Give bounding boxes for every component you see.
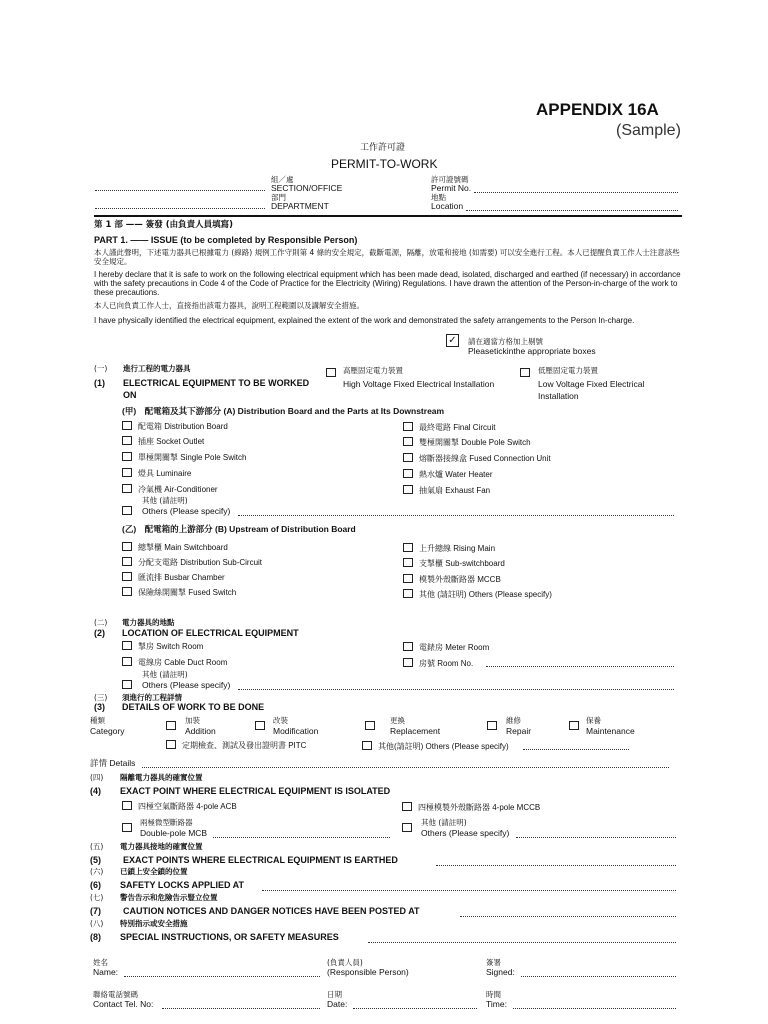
s1-number: (1) <box>94 378 105 388</box>
s1a-item[interactable] <box>403 469 493 479</box>
s8-field[interactable] <box>368 942 676 943</box>
s7-field[interactable] <box>460 916 676 917</box>
permit-no-field[interactable] <box>474 192 678 193</box>
tel-zh: 聯絡電話號碼 <box>93 990 138 999</box>
name-label: Name: <box>93 967 119 977</box>
checkbox[interactable] <box>402 802 412 811</box>
s1-heading-cont: ON <box>123 390 137 400</box>
s3-others-field[interactable] <box>523 749 629 750</box>
checkbox[interactable] <box>122 421 132 430</box>
date-field[interactable] <box>353 1008 477 1009</box>
pitc-label: 定期檢查、測試及發出證明書 PITC <box>182 740 307 750</box>
s1a-item-label: 插座 Socket Outlet <box>138 436 205 446</box>
s2-item[interactable] <box>403 658 473 668</box>
checkbox[interactable] <box>122 641 132 650</box>
tel-label: Contact Tel. No: <box>93 999 154 1009</box>
s1b-item-label: 保險絲開關掣 Fused Switch <box>138 587 237 597</box>
addition-checkbox[interactable] <box>166 721 176 730</box>
s1a-item[interactable] <box>122 468 191 478</box>
dp-mcb-field[interactable] <box>213 837 390 838</box>
replacement-zh: 更換 <box>390 716 405 725</box>
s1b-item[interactable] <box>122 557 262 567</box>
part1-heading-zh: 第 1 部 —— 簽發 (由負責人員填寫) <box>94 220 233 230</box>
replacement-label: Replacement <box>390 726 441 736</box>
checkbox[interactable] <box>122 657 132 666</box>
modification-label: Modification <box>273 726 319 736</box>
s5-heading-zh: 電力器具接地的確實位置 <box>120 842 203 851</box>
s5-field[interactable] <box>436 865 676 866</box>
s3-others-label: 其他(請註明) Others (Please specify) <box>378 741 509 751</box>
checkbox[interactable] <box>403 422 413 431</box>
s2-item[interactable] <box>122 657 227 667</box>
tel-field[interactable] <box>162 1008 320 1009</box>
s6-heading: SAFETY LOCKS APPLIED AT <box>120 880 245 890</box>
checkbox[interactable] <box>122 436 132 445</box>
s7-number: (7) <box>90 906 101 916</box>
s1a-item-label: 配電箱 Distribution Board <box>138 421 228 431</box>
dp-mcb-checkbox[interactable] <box>122 823 132 832</box>
location-zh: 地點 <box>431 193 446 202</box>
s7-heading-zh: 警告告示和危險告示豎立位置 <box>120 893 218 902</box>
s3-heading-zh: 須進行的工程詳情 <box>122 693 182 702</box>
checkbox[interactable] <box>403 485 413 494</box>
checkbox[interactable] <box>403 574 413 583</box>
s4-number-zh: (四) <box>90 773 104 782</box>
s4-number: (4) <box>90 786 101 796</box>
hv-installation-label: High Voltage Fixed Electrical Installation <box>343 379 495 389</box>
s2-item-label: 電錶房 Meter Room <box>419 642 490 652</box>
name-field[interactable] <box>124 976 320 977</box>
s8-heading-zh: 特別指示或安全措施 <box>120 919 188 928</box>
s1a-item-label: 冷氣機 Air-Conditioner <box>138 484 218 494</box>
s1b-item-label: 模製外殼斷路器 MCCB <box>419 574 501 584</box>
permit-no-label: Permit No. <box>431 183 472 193</box>
date-zh: 日期 <box>327 990 342 999</box>
s1a-item[interactable] <box>122 436 204 446</box>
date-label: Date: <box>327 999 348 1009</box>
signed-zh: 簽署 <box>486 958 501 967</box>
s1a-heading: (甲) 配電箱及其下游部分 (A) Distribution Board and the Parts at Its Downstream <box>122 406 445 416</box>
checkbox[interactable] <box>122 452 132 461</box>
signature-field[interactable] <box>521 976 676 977</box>
room-no-field[interactable] <box>486 666 674 667</box>
s2-item-label: 房號 Room No. <box>419 658 474 668</box>
lv-installation-checkbox[interactable] <box>520 368 530 377</box>
s1a-item[interactable] <box>403 485 490 495</box>
s4-others-zh: 其他 (請註明) <box>421 818 467 827</box>
dp-mcb-label: Double-pole MCB <box>140 828 208 838</box>
appendix-title: APPENDIX 16A <box>536 100 659 119</box>
checkbox[interactable] <box>122 557 132 566</box>
section-office-line[interactable] <box>95 190 265 191</box>
department-label: DEPARTMENT <box>271 201 329 211</box>
checkbox[interactable] <box>122 468 132 477</box>
s1a-item[interactable] <box>122 452 246 462</box>
dp-mcb-zh: 兩極微型斷路器 <box>140 818 193 827</box>
tick-sample-icon: ✓ <box>446 334 459 347</box>
s1b-item-label: 總掣櫃 Main Switchboard <box>138 542 228 552</box>
s1b-item[interactable] <box>403 589 552 599</box>
s8-number-zh: (八) <box>90 919 104 928</box>
repair-zh: 維修 <box>506 716 521 725</box>
s1a-item-label: 抽氣扇 Exhaust Fan <box>419 485 491 495</box>
s1b-item-label: 匯流排 Busbar Chamber <box>138 572 225 582</box>
section-label: SECTION/OFFICE <box>271 183 343 193</box>
checkbox[interactable] <box>122 587 132 596</box>
hv-installation-checkbox[interactable] <box>326 368 336 377</box>
s2-heading: LOCATION OF ELECTRICAL EQUIPMENT <box>122 628 299 638</box>
details-label: 詳情 Details <box>90 758 136 768</box>
s8-heading: SPECIAL INSTRUCTIONS, OR SAFETY MEASURES <box>120 932 339 942</box>
s1a-item-label: 熔斷器接線盒 Fused Connection Unit <box>419 453 551 463</box>
s1a-others-field[interactable] <box>238 515 674 516</box>
declaration-zh: 本人謹此聲明，下述電力器具已根據電力 (線路) 規例工作守則第 4 條的安全規定，截斷電源，隔離，放電和接地 (如需要) 可以安全進行工程。本人已提醒負責工作人士注意該些安全規定。 <box>94 248 680 266</box>
s1a-others-label: Others (Please specify) <box>142 506 231 516</box>
s2-others-zh: 其他 (請註明) <box>142 670 188 679</box>
s7-number-zh: (七) <box>90 893 104 902</box>
time-zh: 時間 <box>486 990 501 999</box>
checkbox[interactable] <box>362 741 372 750</box>
checkbox[interactable] <box>403 558 413 567</box>
s6-number-zh: (六) <box>90 867 104 876</box>
maintenance-zh: 保養 <box>586 716 601 725</box>
s1a-others-zh: 其他 (請註明) <box>142 496 188 505</box>
part1-heading: PART 1. —— ISSUE (to be completed by Responsible Person) <box>94 235 358 245</box>
mccb-option[interactable] <box>402 802 540 812</box>
s2-number: (2) <box>94 628 105 638</box>
s1a-item[interactable] <box>122 421 228 431</box>
checkbox[interactable] <box>403 469 413 478</box>
s2-others-checkbox[interactable] <box>122 680 132 689</box>
department-zh: 部門 <box>271 193 286 202</box>
s8-number: (8) <box>90 932 101 942</box>
maintenance-checkbox[interactable] <box>569 721 579 730</box>
category-label: Category <box>90 726 125 736</box>
s4-others-label: Others (Please specify) <box>421 828 510 838</box>
lv-installation-zh: 低壓固定電力裝置 <box>538 366 598 375</box>
responsible-zh: (負責人員) <box>327 958 363 967</box>
mccb-label: 四極模製外殼斷路器 4-pole MCCB <box>418 802 541 812</box>
s3-number-zh: (三) <box>94 693 108 702</box>
s2-item[interactable] <box>122 641 203 651</box>
acb-option[interactable] <box>122 801 237 811</box>
s1-heading-zh: 進行工程的電力器具 <box>123 364 191 373</box>
s6-heading-zh: 已鎖上安全鎖的位置 <box>120 867 188 876</box>
s6-field[interactable] <box>262 890 676 891</box>
section-zh: 組／處 <box>271 175 294 184</box>
tick-instruction-zh: 請在適當方格加上剔號 <box>468 337 543 346</box>
s1b-item[interactable] <box>122 542 228 552</box>
s1b-item[interactable] <box>403 543 495 553</box>
s1b-item[interactable] <box>122 587 236 597</box>
checkbox[interactable] <box>403 437 413 446</box>
addition-zh: 加裝 <box>185 716 200 725</box>
permit-no-zh: 許可證號碼 <box>431 175 469 184</box>
location-field[interactable] <box>466 210 678 211</box>
s5-number-zh: (五) <box>90 842 104 851</box>
s1b-heading: (乙) 配電箱的上游部分 (B) Upstream of Distribution Board <box>122 524 356 534</box>
declaration-en: I hereby declare that it is safe to work on the following electrical equipment which has been made dead, isolated, discharged and earthed (if necessary) in accordance with the safety precautions in Code 4 of the Code of Practice for the Electricity (Wiring) Regulations. I have drawn the attention of the Person-in-charge of the work to these precautions. <box>94 270 681 297</box>
s3-others-option[interactable] <box>362 741 509 751</box>
tick-instruction: Pleasetickinthe appropriate boxes <box>468 346 596 356</box>
time-field[interactable] <box>513 1008 676 1009</box>
s4-heading: EXACT POINT WHERE ELECTRICAL EQUIPMENT IS ISOLATED <box>120 786 391 796</box>
s1a-others-checkbox[interactable] <box>122 506 132 515</box>
category-zh: 種類 <box>90 716 105 725</box>
pitc-option[interactable] <box>166 740 306 750</box>
s1a-item[interactable] <box>403 437 531 447</box>
checkbox[interactable] <box>403 543 413 552</box>
s1a-item-label: 燈具 Luminaire <box>138 468 192 478</box>
s1a-item[interactable] <box>403 453 551 463</box>
identified-en: I have physically identified the electrical equipment, explained the extent of the work and demonstrated the safety arrangements to the Person In-charge. <box>94 316 635 325</box>
name-zh: 姓名 <box>93 958 108 967</box>
s2-item[interactable] <box>403 642 489 652</box>
s4-others-checkbox[interactable] <box>402 823 412 832</box>
s1a-item-label: 雙極開關掣 Double Pole Switch <box>419 437 531 447</box>
replacement-checkbox[interactable] <box>365 721 375 730</box>
signed-label: Signed: <box>486 967 515 977</box>
sample-label: (Sample) <box>616 122 681 139</box>
checkbox[interactable] <box>403 453 413 462</box>
s1b-item[interactable] <box>122 572 225 582</box>
checkbox[interactable] <box>403 589 413 598</box>
s1a-item[interactable] <box>403 422 495 432</box>
s1b-item-label: 分配支電路 Distribution Sub-Circuit <box>138 557 263 567</box>
s1b-item-label: 支掣櫃 Sub-switchboard <box>419 558 505 568</box>
time-label: Time: <box>486 999 507 1009</box>
s2-others-field[interactable] <box>238 689 674 690</box>
checkbox[interactable] <box>403 658 413 667</box>
s3-number: (3) <box>94 702 105 712</box>
s2-item-label: 電線房 Cable Duct Room <box>138 657 228 667</box>
addition-label: Addition <box>185 726 216 736</box>
s5-heading: EXACT POINTS WHERE ELECTRICAL EQUIPMENT IS EARTHED <box>123 855 398 865</box>
s2-number-zh: (二) <box>94 618 108 627</box>
s4-heading-zh: 隔離電力器具的確實位置 <box>120 773 203 782</box>
permit-title: PERMIT-TO-WORK <box>331 157 438 171</box>
s4-others-field[interactable] <box>516 837 676 838</box>
repair-label: Repair <box>506 726 532 736</box>
s1b-item[interactable] <box>403 558 505 568</box>
s1b-item-label: 其他 (請註明) Others (Please specify) <box>419 589 552 599</box>
checkbox[interactable] <box>122 801 132 810</box>
lv-installation-label-cont: Installation <box>538 391 579 401</box>
acb-label: 四極空氣斷路器 4-pole ACB <box>138 801 237 811</box>
department-line[interactable] <box>95 208 265 209</box>
repair-checkbox[interactable] <box>487 721 497 730</box>
checkbox[interactable] <box>122 484 132 493</box>
s1a-item[interactable] <box>122 484 218 494</box>
s1a-item-label: 最終電路 Final Circuit <box>419 422 496 432</box>
checkbox[interactable] <box>122 572 132 581</box>
modification-checkbox[interactable] <box>255 721 265 730</box>
s6-number: (6) <box>90 880 101 890</box>
permit-title-zh: 工作許可證 <box>360 143 406 153</box>
modification-zh: 改裝 <box>273 716 288 725</box>
s1a-item-label: 單極開關掣 Single Pole Switch <box>138 452 247 462</box>
checkbox[interactable] <box>122 542 132 551</box>
s2-heading-zh: 電力器具的地點 <box>122 618 175 627</box>
s1a-item-label: 熱水爐 Water Heater <box>419 469 493 479</box>
checkbox[interactable] <box>166 740 176 749</box>
details-field[interactable] <box>142 767 669 768</box>
responsible-label: (Responsible Person) <box>327 967 409 977</box>
s2-others-label: Others (Please specify) <box>142 680 231 690</box>
maintenance-label: Maintenance <box>586 726 635 736</box>
s7-heading: CAUTION NOTICES AND DANGER NOTICES HAVE BEEN POSTED AT <box>123 906 420 916</box>
s5-number: (5) <box>90 855 101 865</box>
identified-zh: 本人已向負責工作人士，直接指出該電力器具，說明工程範圍以及講解安全措施。 <box>94 301 364 310</box>
checkbox[interactable] <box>403 642 413 651</box>
s1-heading: ELECTRICAL EQUIPMENT TO BE WORKED <box>123 378 310 388</box>
s1-number-zh: (一) <box>94 364 108 373</box>
location-label: Location <box>431 201 464 211</box>
s1b-item[interactable] <box>403 574 501 584</box>
lv-installation-label: Low Voltage Fixed Electrical <box>538 379 645 389</box>
s2-item-label: 掣房 Switch Room <box>138 641 204 651</box>
s3-heading: DETAILS OF WORK TO BE DONE <box>122 702 265 712</box>
s1b-item-label: 上升總線 Rising Main <box>419 543 496 553</box>
hv-installation-zh: 高壓固定電力裝置 <box>343 366 403 375</box>
header-divider <box>94 215 682 217</box>
